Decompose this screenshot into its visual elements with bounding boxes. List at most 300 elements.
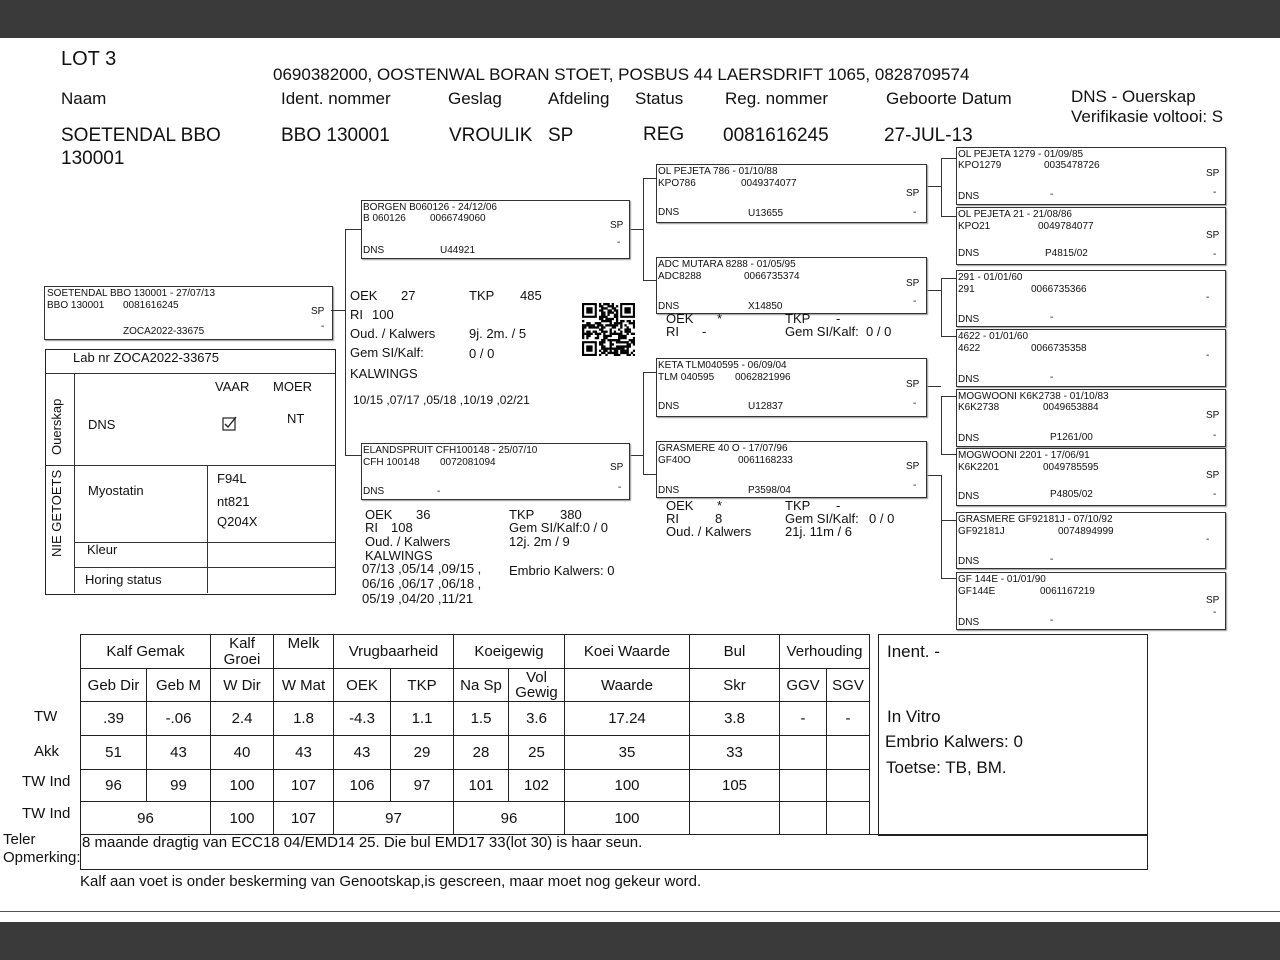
subject-tkp-label: TKP (469, 288, 495, 303)
g7-id: GF92181J (958, 526, 1005, 537)
ss-dns-value: U13655 (748, 208, 784, 219)
dd-reg: 0061168233 (738, 455, 793, 466)
sub-header: Geb M (147, 669, 211, 702)
dam-oek-value: 36 (416, 507, 431, 522)
g8-dash: - (1213, 607, 1217, 618)
pedigree-box-dam-sire (656, 358, 927, 417)
divider (74, 373, 75, 593)
divider (207, 465, 208, 593)
connector (925, 186, 941, 187)
dd-gem-value: 0 / 0 (869, 511, 895, 526)
pedigree-box-gg4 (956, 329, 1226, 387)
g5-dns-value: P1261/00 (1050, 432, 1093, 443)
g3-dns: DNS (958, 314, 980, 325)
table-row (81, 669, 870, 702)
ouerskap-vertical-label: Ouerskap (49, 398, 64, 455)
remarks-opmerking-label: Opmerking: (3, 849, 81, 866)
dam-oud-value: 12j. 2m / 9 (509, 534, 570, 549)
subject-dash: - (321, 321, 325, 332)
pedigree-box-dam-dam (656, 441, 927, 498)
g1-title: OL PEJETA 1279 - 01/09/85 (958, 149, 1084, 160)
g5-sp: SP (1206, 410, 1220, 421)
cell: 105 (690, 770, 780, 802)
dd-tkp-value: - (836, 498, 841, 513)
in-vitro: In Vitro (887, 707, 941, 726)
g1-id: KPO1279 (958, 160, 1002, 171)
lot-number: LOT 3 (61, 48, 117, 70)
dd-ri-value: 8 (715, 511, 723, 526)
g2-title: OL PEJETA 21 - 21/08/86 (958, 209, 1072, 220)
cell: - (780, 702, 827, 736)
g1-dash: - (1213, 187, 1217, 198)
row-label-twind2: TW Ind (22, 805, 71, 822)
connector (941, 396, 956, 397)
g7-dash: - (1206, 534, 1210, 545)
table-row-twind (81, 770, 870, 802)
g3-dash: - (1206, 292, 1210, 303)
sire-title: BORGEN B060126 - 24/12/06 (363, 202, 497, 213)
group-kalf-groei (211, 635, 274, 669)
pedigree-box-sire-sire (656, 164, 927, 223)
dd-dash: - (913, 480, 917, 491)
connector (925, 475, 941, 476)
subject-ri-value: 100 (372, 307, 394, 322)
sd-gem-label: Gem SI/Kalf: (785, 324, 859, 339)
header-reg: Reg. nommer (725, 89, 828, 108)
g5-dns: DNS (958, 433, 980, 444)
header-afdeling: Afdeling (548, 89, 610, 108)
lab-moer: MOER (273, 379, 312, 394)
header-ident: Ident. nommer (281, 89, 391, 108)
embrio-kalwers: Embrio Kalwers: 0 (885, 732, 1023, 751)
ds-reg: 0062821996 (735, 372, 791, 383)
remarks-teler-label: Teler (3, 831, 36, 848)
connector (925, 290, 941, 291)
dd-dns-value: P3598/04 (748, 485, 791, 496)
connector (643, 178, 644, 280)
pedigree-box-gg1 (956, 147, 1226, 205)
connector (331, 310, 345, 311)
checkbox-checked-icon (222, 416, 238, 432)
connector (643, 178, 656, 179)
sub-header: SGV (827, 669, 870, 702)
dd-dns: DNS (658, 485, 680, 496)
inent: Inent. - (887, 642, 940, 661)
sd-sp: SP (906, 278, 920, 289)
cell: 3.6 (509, 702, 565, 736)
cell: 51 (81, 736, 147, 770)
ss-reg: 0049374077 (741, 178, 797, 189)
cell (780, 802, 827, 835)
header-dns-ouerskap: DNS - Ouerskap (1071, 87, 1196, 106)
g2-id: KPO21 (958, 221, 991, 232)
sd-ri-label: RI (666, 324, 679, 339)
lab-horing-status: Horing status (85, 572, 162, 587)
subject-reg: 0081616245 (123, 300, 179, 311)
table-row (81, 635, 870, 669)
sd-tkp-label: TKP (785, 311, 811, 326)
pedigree-box-gg8 (956, 572, 1226, 630)
sire-id: B 060126 (363, 213, 406, 224)
ss-id: KPO786 (658, 178, 696, 189)
sub-header (509, 669, 565, 702)
cell (827, 802, 870, 835)
subject-oek-label: OEK (350, 288, 378, 303)
animal-reg: 0081616245 (723, 125, 829, 146)
lab-myostatin: Myostatin (88, 483, 144, 498)
animal-name: SOETENDAL BBO (61, 125, 221, 146)
cell: 102 (509, 770, 565, 802)
dd-tkp-label: TKP (785, 498, 811, 513)
divider (74, 567, 335, 568)
g6-id: K6K2201 (958, 462, 1000, 473)
connector (925, 386, 941, 387)
sd-title: ADC MUTARA 8288 - 01/05/95 (658, 259, 796, 270)
cell: .39 (81, 702, 147, 736)
dam-kalwings-1: 07/13 ,05/14 ,09/15 , (362, 561, 482, 576)
g1-dns: DNS (958, 191, 980, 202)
animal-afdeling: SP (548, 125, 574, 146)
sub-header: Waarde (565, 669, 690, 702)
bottom-bar (0, 922, 1280, 960)
dam-kalwings-3: 05/19 ,04/20 ,11/21 (362, 591, 474, 606)
cell: 43 (334, 736, 391, 770)
cell: 2.4 (211, 702, 274, 736)
sd-oek-value: * (717, 311, 723, 326)
sub-header: Na Sp (454, 669, 509, 702)
dam-title: ELANDSPRUIT CFH100148 - 25/07/10 (363, 445, 538, 456)
dam-dns-value: - (437, 486, 441, 497)
sd-tkp-value: - (836, 311, 841, 326)
subject-oud-value: 9j. 2m. / 5 (469, 326, 527, 341)
cell: 100 (211, 770, 274, 802)
pedigree-box-sire (361, 200, 630, 259)
owner-line: 0690382000, OOSTENWAL BORAN STOET, POSBUS 44 LAERSDRIFT 1065, 0828709574 (273, 65, 970, 84)
cell: 40 (211, 736, 274, 770)
g6-sp: SP (1206, 470, 1220, 481)
sd-oek-label: OEK (666, 311, 694, 326)
connector (941, 578, 956, 579)
cell: 96 (454, 802, 565, 835)
cell: - (827, 702, 870, 736)
animal-status: REG (643, 124, 685, 145)
connector (345, 229, 361, 230)
lab-nt: NT (287, 411, 305, 426)
cell: 17.24 (565, 702, 690, 736)
dam-sp: SP (610, 462, 624, 473)
cell: 107 (274, 770, 334, 802)
pedigree-box-gg6 (956, 448, 1226, 506)
dam-kalwings-2: 06/16 ,06/17 ,06/18 , (362, 576, 482, 591)
ds-sp: SP (906, 379, 920, 390)
g4-id: 4622 (958, 343, 981, 354)
connector (941, 278, 942, 336)
g2-dash: - (1213, 249, 1217, 260)
vol-line2: Gewig (515, 684, 558, 701)
sub-header: TKP (391, 669, 454, 702)
cell: 29 (391, 736, 454, 770)
kalf-groei-line1: Kalf (229, 634, 255, 652)
dam-gem: Gem SI/Kalf:0 / 0 (509, 520, 608, 535)
footer-note: Kalf aan voet is onder beskerming van Genootskap,is gescreen, maar moet nog gekeur word. (80, 873, 702, 890)
vol-line1: Vol (526, 669, 547, 686)
subject-oek-value: 27 (401, 288, 416, 303)
cell: 1.8 (274, 702, 334, 736)
g2-dns-value: P4815/02 (1045, 248, 1088, 259)
animal-ident: BBO 130001 (281, 125, 390, 146)
g6-reg: 0049785595 (1043, 462, 1099, 473)
sub-header: Skr (690, 669, 780, 702)
header-status: Status (635, 89, 684, 108)
g4-dns-value: - (1050, 372, 1054, 383)
sub-header: W Mat (274, 669, 334, 702)
g6-dns-value: P4805/02 (1050, 489, 1093, 500)
dam-ri-label: RI (365, 520, 378, 535)
group-melk: Melk (274, 635, 334, 669)
cell: -4.3 (334, 702, 391, 736)
table-row-akk (81, 736, 870, 770)
connector (941, 158, 956, 159)
connector (941, 520, 942, 578)
connector (941, 520, 956, 521)
animal-geslag: VROULIK (449, 125, 533, 146)
ss-sp: SP (906, 188, 920, 199)
cell (827, 736, 870, 770)
dd-gem-label: Gem SI/Kalf: (785, 511, 859, 526)
dam-tkp-value: 380 (560, 507, 582, 522)
g2-sp: SP (1206, 230, 1220, 241)
sire-reg: 0066749060 (430, 213, 486, 224)
connector (345, 229, 346, 455)
lab-vaar: VAAR (215, 379, 250, 394)
lab-dns: DNS (88, 417, 116, 432)
subject-oud-label: Oud. / Kalwers (350, 326, 436, 341)
cell: 35 (565, 736, 690, 770)
g5-dash: - (1213, 430, 1217, 441)
subject-id: BBO 130001 (47, 300, 105, 311)
g5-title: MOGWOONI K6K2738 - 01/10/83 (958, 391, 1109, 402)
ds-title: KETA TLM040595 - 06/09/04 (658, 360, 787, 371)
g3-dns-value: - (1050, 312, 1054, 323)
dam-id: CFH 100148 (363, 457, 420, 468)
subject-gem-label: Gem SI/Kalf: (350, 345, 424, 360)
ds-id: TLM 040595 (658, 372, 715, 383)
subject-ri-label: RI (350, 307, 363, 322)
group-verhouding: Verhouding (780, 635, 870, 669)
sd-dash: - (913, 296, 917, 307)
g6-dash: - (1213, 489, 1217, 500)
cell: 3.8 (690, 702, 780, 736)
cell: 97 (391, 770, 454, 802)
connector (643, 372, 644, 474)
subject-title: SOETENDAL BBO 130001 - 27/07/13 (47, 288, 216, 299)
ss-dash: - (913, 207, 917, 218)
sire-dns: DNS (363, 245, 385, 256)
g3-title: 291 - 01/01/60 (958, 272, 1023, 283)
g4-reg: 0066735358 (1031, 343, 1087, 354)
g8-reg: 0061167219 (1040, 586, 1095, 597)
dd-title: GRASMERE 40 O - 17/07/96 (658, 443, 788, 454)
animal-geboorte: 27-JUL-13 (884, 125, 973, 146)
dd-oek-label: OEK (666, 498, 694, 513)
row-label-tw: TW (34, 708, 58, 725)
sub-header: Geb Dir (81, 669, 147, 702)
group-bul: Bul (690, 635, 780, 669)
cell: 43 (274, 736, 334, 770)
cell (780, 736, 827, 770)
cell: 100 (211, 802, 274, 835)
g5-reg: 0049653884 (1043, 402, 1099, 413)
sd-reg: 0066735374 (744, 271, 800, 282)
cell: 100 (565, 802, 690, 835)
connector (628, 455, 643, 456)
g8-title: GF 144E - 01/01/90 (958, 574, 1046, 585)
myostatin-nt821: nt821 (217, 494, 250, 509)
sd-dns-value: X14850 (748, 301, 783, 312)
connector (643, 280, 656, 281)
cell: 101 (454, 770, 509, 802)
connector (941, 336, 956, 337)
g5-id: K6K2738 (958, 402, 1000, 413)
lab-kleur: Kleur (87, 542, 118, 557)
sub-header: GGV (780, 669, 827, 702)
g2-reg: 0049784077 (1038, 221, 1094, 232)
header-naam: Naam (61, 89, 107, 108)
nie-getoets-vertical-label: NIE GETOETS (49, 469, 64, 557)
ds-dns-value: U12837 (748, 401, 784, 412)
cell: 96 (81, 770, 147, 802)
dd-ri-label: RI (666, 511, 679, 526)
connector (643, 372, 656, 373)
myostatin-q204x: Q204X (217, 514, 258, 529)
cell: 99 (147, 770, 211, 802)
g1-reg: 0035478726 (1044, 160, 1100, 171)
lab-number: Lab nr ZOCA2022-33675 (73, 350, 219, 365)
header-verifikasie: Verifikasie voltooi: S (1071, 107, 1224, 126)
sire-dash: - (617, 237, 621, 248)
row-label-twind: TW Ind (22, 773, 71, 790)
sd-gem-value: 0 / 0 (866, 324, 892, 339)
g4-dash: - (1206, 350, 1210, 361)
header-geboorte: Geboorte Datum (886, 89, 1012, 108)
cell: 33 (690, 736, 780, 770)
qr-code-icon (582, 303, 635, 356)
sd-id: ADC8288 (658, 271, 702, 282)
subject-gem-value: 0 / 0 (469, 346, 495, 361)
g8-id: GF144E (958, 586, 996, 597)
g8-dns-value: - (1050, 615, 1054, 626)
dd-oud-label: Oud. / Kalwers (666, 524, 752, 539)
top-bar (0, 0, 1280, 38)
g7-title: GRASMERE GF92181J - 07/10/92 (958, 514, 1113, 525)
connector (941, 158, 942, 216)
connector (941, 216, 956, 217)
dam-ri-value: 108 (391, 520, 413, 535)
dam-oud-label: Oud. / Kalwers (365, 534, 451, 549)
animal-name-line2: 130001 (61, 148, 125, 169)
breeding-values-table (80, 634, 870, 835)
connector (345, 455, 361, 456)
pedigree-box-dam (361, 443, 630, 500)
sd-dns: DNS (658, 301, 680, 312)
dd-sp: SP (906, 461, 920, 472)
connector (941, 454, 956, 455)
g3-id: 291 (958, 284, 975, 295)
toetse: Toetse: TB, BM. (886, 758, 1007, 777)
pedigree-box-sire-dam (656, 257, 927, 314)
sub-header: OEK (334, 669, 391, 702)
ds-dns: DNS (658, 401, 680, 412)
cell: 106 (334, 770, 391, 802)
connector (628, 229, 643, 230)
group-kalf-gemak: Kalf Gemak (81, 635, 211, 669)
subject-box (44, 286, 333, 340)
cell (690, 802, 780, 835)
cell (827, 770, 870, 802)
kalf-groei-line2: Groei (223, 650, 261, 668)
header-geslag: Geslag (448, 89, 502, 108)
g2-dns: DNS (958, 248, 980, 259)
table-row-twind2 (81, 802, 870, 835)
connector (941, 475, 942, 520)
dd-oud-value: 21j. 11m / 6 (785, 524, 852, 539)
g4-title: 4622 - 01/01/60 (958, 331, 1029, 342)
divider (45, 465, 335, 466)
cell: 1.5 (454, 702, 509, 736)
subject-lab: ZOCA2022-33675 (123, 326, 205, 337)
cell: 97 (334, 802, 454, 835)
subject-kalwings-dates: 10/15 ,07/17 ,05/18 ,10/19 ,02/21 (353, 393, 530, 407)
g1-sp: SP (1206, 168, 1220, 179)
dam-dns: DNS (363, 486, 385, 497)
ss-dns: DNS (658, 207, 680, 218)
ss-title: OL PEJETA 786 - 01/10/88 (658, 166, 778, 177)
g6-title: MOGWOONI 2201 - 17/06/91 (958, 450, 1090, 461)
cell: 25 (509, 736, 565, 770)
dam-kalwings-label: KALWINGS (365, 548, 433, 563)
group-koei-waarde: Koei Waarde (565, 635, 690, 669)
cell: 96 (81, 802, 211, 835)
remarks-text: 8 maande dragtig van ECC18 04/EMD14 25. Die bul EMD17 33(lot 30) is haar seun. (82, 834, 643, 851)
g4-dns: DNS (958, 374, 980, 385)
ds-dash: - (913, 398, 917, 409)
g1-dns-value: - (1050, 189, 1054, 200)
pedigree-box-gg7 (956, 512, 1226, 569)
g7-reg: 0074894999 (1058, 526, 1114, 537)
g6-dns: DNS (958, 491, 980, 502)
myostatin-f94l: F94L (217, 471, 247, 486)
footer-rule (0, 911, 1280, 912)
g8-sp: SP (1206, 595, 1220, 606)
connector (941, 278, 956, 279)
row-label-akk: Akk (34, 743, 60, 760)
dd-id: GF40O (658, 455, 691, 466)
cell (780, 770, 827, 802)
cell: 107 (274, 802, 334, 835)
dam-dash: - (618, 482, 622, 493)
group-vrugbaarheid: Vrugbaarheid (334, 635, 454, 669)
sire-sp: SP (610, 220, 624, 231)
cell: -.06 (147, 702, 211, 736)
cell: 28 (454, 736, 509, 770)
subject-tkp-value: 485 (520, 288, 542, 303)
g3-reg: 0066735366 (1031, 284, 1087, 295)
cell: 43 (147, 736, 211, 770)
dam-reg: 0072081094 (440, 457, 496, 468)
dam-tkp-label: TKP (509, 507, 535, 522)
dam-embrio: Embrio Kalwers: 0 (509, 563, 615, 578)
cell: 100 (565, 770, 690, 802)
